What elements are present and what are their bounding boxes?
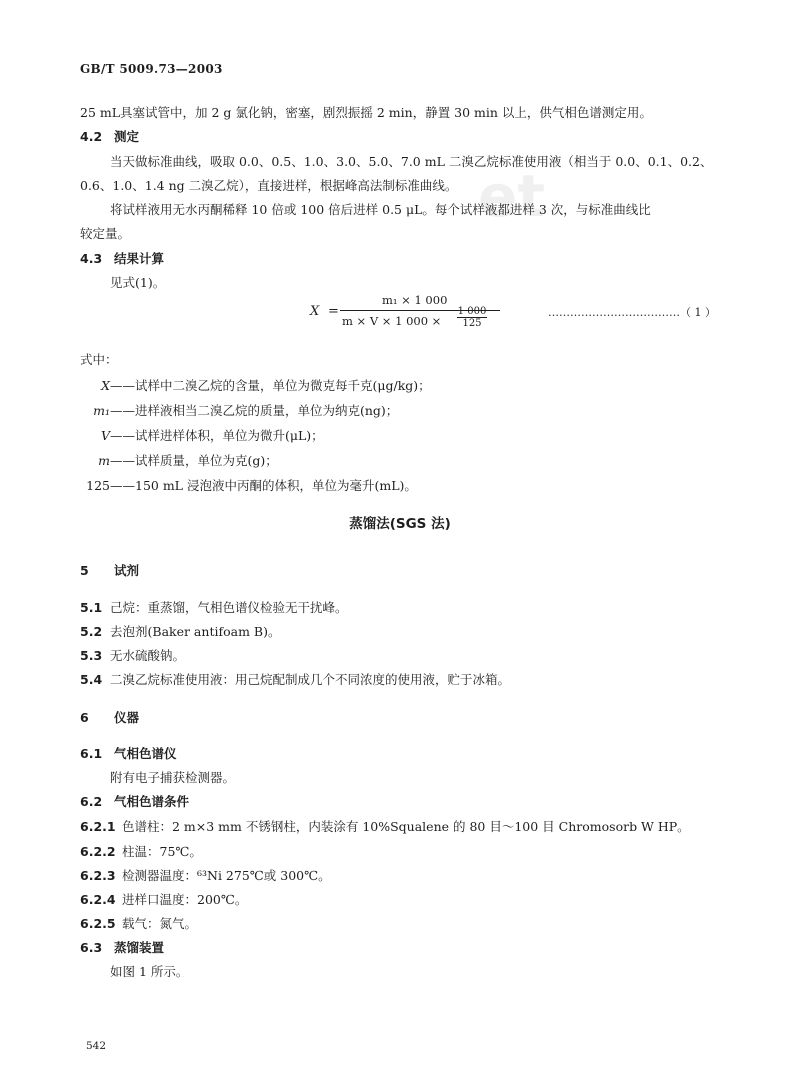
item-text: 去泡剂(Baker antifoam B)。 bbox=[110, 624, 281, 639]
method-title: 蒸馏法(SGS 法) bbox=[349, 516, 451, 532]
paragraph-line: 如图 1 所示。 bbox=[110, 964, 189, 979]
definition-symbol: V bbox=[100, 428, 110, 443]
item-number: 5.3 bbox=[80, 648, 103, 663]
definition-row bbox=[80, 426, 324, 444]
formula-numerator: m₁ × 1 000 bbox=[382, 293, 448, 307]
formula-1 bbox=[310, 293, 740, 346]
definition-symbol: m bbox=[98, 453, 110, 468]
section-6-heading bbox=[80, 708, 139, 726]
condition-item bbox=[80, 866, 331, 884]
section-6-2-heading bbox=[80, 792, 189, 810]
condition-item bbox=[80, 842, 202, 860]
where-label: 式中： bbox=[80, 352, 118, 367]
definition-text: ——试样进样体积，单位为微升(μL)； bbox=[110, 428, 324, 443]
item-number: 6.2.4 bbox=[80, 892, 116, 907]
item-text: 己烷：重蒸馏，气相色谱仪检验无干扰峰。 bbox=[110, 600, 348, 615]
reagent-item bbox=[80, 598, 348, 616]
section-5-heading bbox=[80, 561, 139, 579]
section-title: 气相色谱条件 bbox=[113, 794, 189, 809]
item-number: 5.2 bbox=[80, 624, 103, 639]
definition-symbol: X bbox=[101, 378, 110, 393]
section-4-2-heading bbox=[80, 127, 139, 145]
section-number: 6.1 bbox=[80, 746, 103, 761]
item-number: 6.2.1 bbox=[80, 819, 116, 834]
definition-row bbox=[80, 476, 417, 494]
item-text: 二溴乙烷标准使用液：用己烷配制成几个不同浓度的使用液，贮于冰箱。 bbox=[110, 672, 511, 687]
section-number: 6.2 bbox=[80, 794, 103, 809]
section-number: 4.2 bbox=[80, 129, 103, 144]
item-text: 无水硫酸钠。 bbox=[110, 648, 186, 663]
item-number: 5.1 bbox=[80, 600, 103, 615]
condition-item bbox=[80, 817, 690, 835]
section-4-3-heading bbox=[80, 249, 164, 267]
formula-lhs: X bbox=[310, 304, 320, 319]
condition-item bbox=[80, 914, 197, 932]
section-title: 试剂 bbox=[113, 563, 139, 578]
section-number: 5 bbox=[80, 563, 89, 578]
definition-row bbox=[80, 401, 398, 419]
paragraph-line: 附有电子捕获检测器。 bbox=[110, 770, 236, 785]
paragraph-line: 当天做标准曲线，吸取 0.0、0.5、1.0、3.0、5.0、7.0 mL 二溴乙烷标准使用液（相当于 0.0、0.1、0.2、 bbox=[110, 154, 713, 169]
formula-sub-fraction bbox=[457, 306, 487, 329]
reagent-item bbox=[80, 622, 280, 640]
definition-text: ——进样液相当二溴乙烷的质量，单位为纳克(ng)； bbox=[110, 403, 399, 418]
item-number: 6.2.2 bbox=[80, 844, 116, 859]
intro-line: 25 mL具塞试管中，加 2 g 氯化钠，密塞，剧烈振摇 2 min，静置 30 min 以上，供气相色谱测定用。 bbox=[80, 105, 652, 120]
section-title: 气相色谱仪 bbox=[113, 746, 177, 761]
definition-text: ——150 mL 浸泡液中丙酮的体积，单位为毫升(mL)。 bbox=[110, 478, 417, 493]
section-title: 测定 bbox=[113, 129, 139, 144]
definition-text: ——试样中二溴乙烷的含量，单位为微克每千克(μg/kg)； bbox=[110, 378, 431, 393]
formula-equals: = bbox=[328, 304, 339, 319]
condition-item bbox=[80, 890, 247, 908]
item-text: 色谱柱：2 m×3 mm 不锈钢柱，内装涂有 10%Squalene 的 80 目～100 目 Chromosorb W HP。 bbox=[122, 819, 690, 834]
definition-row bbox=[80, 451, 278, 469]
item-text: 载气：氮气。 bbox=[122, 916, 198, 931]
standard-number-header: GB/T 5009.73—2003 bbox=[80, 62, 223, 76]
section-title: 蒸馏装置 bbox=[113, 940, 164, 955]
paragraph-line: 0.6、1.0、1.4 ng 二溴乙烷），直接进样，根据峰高法制标准曲线。 bbox=[80, 178, 458, 193]
formula-number: ………………………………（ 1 ） bbox=[548, 306, 716, 319]
section-6-1-heading bbox=[80, 744, 177, 762]
reagent-item bbox=[80, 646, 185, 664]
sub-fraction-denominator: 125 bbox=[462, 318, 482, 329]
definition-text: ——试样质量，单位为克(g)； bbox=[110, 453, 278, 468]
section-title: 仪器 bbox=[113, 710, 139, 725]
reagent-item bbox=[80, 670, 510, 688]
item-text: 进样口温度：200℃。 bbox=[122, 892, 248, 907]
section-title: 结果计算 bbox=[113, 251, 164, 266]
see-formula-text: 见式(1)。 bbox=[110, 275, 166, 290]
section-6-3-heading bbox=[80, 938, 164, 956]
paragraph-line: 将试样液用无水丙酮稀释 10 倍或 100 倍后进样 0.5 μL。每个试样液都进样 3 次，与标准曲线比 bbox=[110, 202, 651, 217]
item-number: 6.2.5 bbox=[80, 916, 116, 931]
watermark-text: et bbox=[478, 162, 546, 230]
section-number: 6 bbox=[80, 710, 89, 725]
item-number: 6.2.3 bbox=[80, 868, 116, 883]
item-number: 5.4 bbox=[80, 672, 103, 687]
paragraph-line: 较定量。 bbox=[80, 226, 131, 241]
definition-symbol: m₁ bbox=[93, 403, 110, 418]
page-number: 542 bbox=[86, 1040, 107, 1052]
item-text: 检测器温度：⁶³Ni 275℃或 300℃。 bbox=[122, 868, 331, 883]
section-number: 6.3 bbox=[80, 940, 103, 955]
section-number: 4.3 bbox=[80, 251, 103, 266]
definition-symbol: 125 bbox=[86, 478, 110, 493]
definition-row bbox=[80, 376, 431, 394]
sub-fraction-numerator: 1 000 bbox=[457, 306, 487, 317]
item-text: 柱温：75℃。 bbox=[122, 844, 202, 859]
formula-denominator: m × V × 1 000 × bbox=[342, 314, 442, 328]
